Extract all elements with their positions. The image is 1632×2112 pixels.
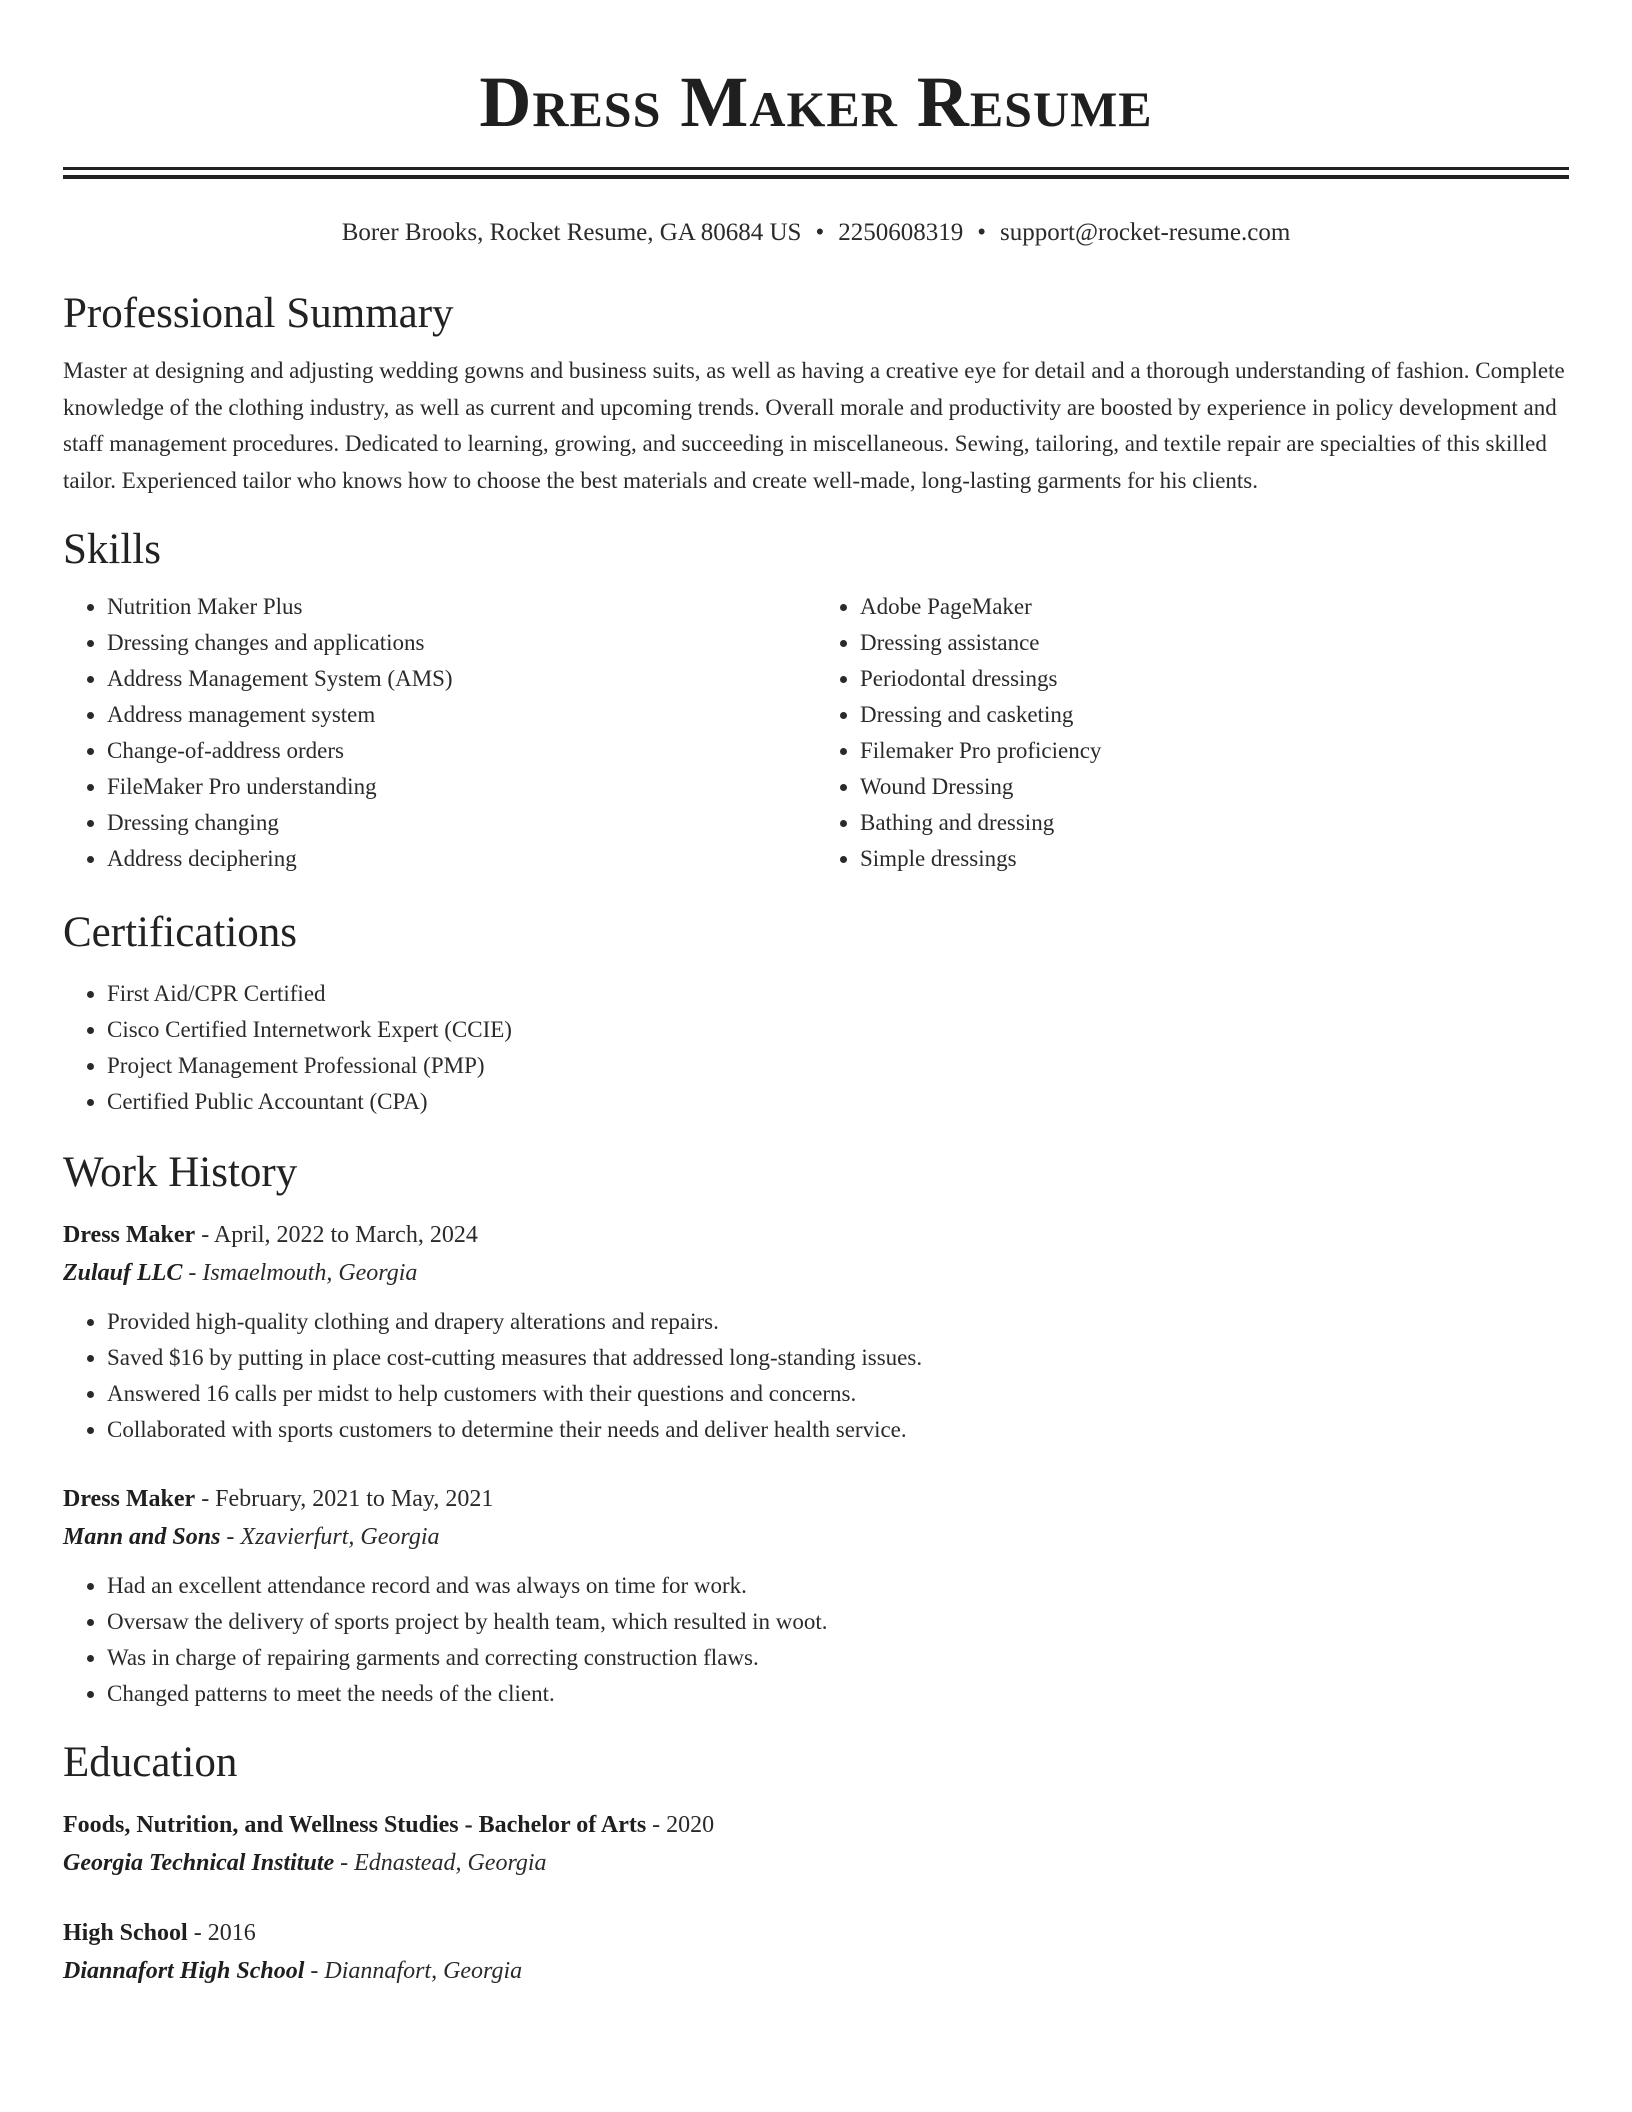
education-degree: High School (63, 1920, 188, 1946)
job-bullet: • Saved $16 by putting in place cost-cutting measures that addressed long-standing issues. (107, 1340, 1569, 1376)
education-heading: Education (63, 1739, 238, 1786)
job-location: - Xzavierfurt, Georgia (220, 1524, 440, 1550)
summary-heading: Professional Summary (63, 290, 454, 337)
skill-item: • Periodontal dressings (860, 661, 1569, 697)
skill-item: • Dressing changes and applications (107, 625, 816, 661)
job-bullet: • Oversaw the delivery of sports project by health team, which resulted in woot. (107, 1604, 1569, 1640)
work-history-heading: Work History (63, 1149, 298, 1196)
skill-item: • FileMaker Pro understanding (107, 769, 816, 805)
summary-text: Master at designing and adjusting wedding gowns and business suits, as well as having a creative eye for detail and a thorough understanding of fashion. Complete knowledge of the clothing industry, as well as current and upcoming trends. Overall morale and productivity are boosted by experience in policy development and staff management procedures. Dedicated to learning, growing, and succeeding in miscellaneous. Sewing, tailoring, and textile repair are specialties of this skilled tailor. Experienced tailor who knows how to choose the best materials and create well-made, long-lasting garments for his clients. (63, 358, 1565, 493)
certifications-list (63, 976, 1569, 1120)
education-degree-line (63, 1806, 1569, 1844)
education-year: - 2020 (646, 1812, 715, 1838)
job-bullet: • Was in charge of repairing garments and correcting construction flaws. (107, 1640, 1569, 1676)
skill-item: • Wound Dressing (860, 769, 1569, 805)
job-bullets (63, 1568, 1569, 1712)
job-bullet: • Answered 16 calls per midst to help customers with their questions and concerns. (107, 1376, 1569, 1412)
education-year: - 2016 (187, 1920, 256, 1946)
skill-item: • Address deciphering (107, 841, 816, 877)
skills-heading: Skills (63, 526, 161, 573)
skill-item: • Change-of-address orders (107, 733, 816, 769)
skill-item: • Address Management System (AMS) (107, 661, 816, 697)
job-dates: - February, 2021 to May, 2021 (195, 1486, 494, 1512)
job-bullets (63, 1304, 1569, 1448)
job-bullet: • Had an excellent attendance record and was always on time for work. (107, 1568, 1569, 1604)
skill-item: • Dressing and casketing (860, 697, 1569, 733)
resume-title: Dress Maker Resume (479, 62, 1153, 142)
job-company-line (63, 1518, 1569, 1556)
skill-item: • Simple dressings (860, 841, 1569, 877)
contact-line (63, 217, 1569, 249)
skill-item: • Filemaker Pro proficiency (860, 733, 1569, 769)
certifications-heading: Certifications (63, 909, 298, 956)
contact-email: support@rocket-resume.com (999, 219, 1291, 246)
skill-item: • Dressing changing (107, 805, 816, 841)
contact-separator: • (815, 219, 825, 246)
job-dates: - April, 2022 to March, 2024 (195, 1222, 478, 1248)
skill-item: • Nutrition Maker Plus (107, 589, 816, 625)
title-divider (63, 167, 1569, 179)
education-school-line (63, 1844, 1569, 1882)
job-title: Dress Maker (63, 1222, 196, 1248)
job-company: Mann and Sons (63, 1524, 221, 1550)
job-bullet: • Collaborated with sports customers to determine their needs and deliver health service. (107, 1412, 1569, 1448)
job-entry (63, 1480, 1569, 1712)
education-location: - Diannafort, Georgia (304, 1958, 523, 1984)
certification-item: • First Aid/CPR Certified (107, 976, 1569, 1012)
education-degree: Foods, Nutrition, and Wellness Studies - Bachelor of Arts (63, 1812, 647, 1838)
education-school: Diannafort High School (63, 1958, 305, 1984)
education-degree-line (63, 1914, 1569, 1952)
contact-address: Borer Brooks, Rocket Resume, GA 80684 US (341, 219, 802, 246)
certification-item: • Cisco Certified Internetwork Expert (CCIE) (107, 1012, 1569, 1048)
skills-columns (63, 589, 1569, 877)
job-bullet: • Changed patterns to meet the needs of the client. (107, 1676, 1569, 1712)
contact-separator: • (977, 219, 986, 246)
job-title: Dress Maker (63, 1486, 196, 1512)
skill-item: • Dressing assistance (860, 625, 1569, 661)
certification-item: • Project Management Professional (PMP) (107, 1048, 1569, 1084)
job-company-line (63, 1254, 1569, 1292)
job-company: Zulauf LLC (63, 1260, 183, 1286)
job-entry (63, 1216, 1569, 1448)
job-title-line (63, 1480, 1569, 1518)
job-bullet: • Provided high-quality clothing and drapery alterations and repairs. (107, 1304, 1569, 1340)
job-title-line (63, 1216, 1569, 1254)
skills-list-right (816, 589, 1569, 877)
education-school: Georgia Technical Institute (63, 1850, 335, 1876)
job-location: - Ismaelmouth, Georgia (182, 1260, 418, 1286)
skill-item: • Bathing and dressing (860, 805, 1569, 841)
education-school-line (63, 1952, 1569, 1990)
skill-item: • Address management system (107, 697, 816, 733)
education-location: - Ednastead, Georgia (334, 1850, 547, 1876)
skills-list-left (63, 589, 816, 877)
education-entry (63, 1806, 1569, 1882)
certification-item: • Certified Public Accountant (CPA) (107, 1084, 1569, 1120)
contact-phone: 2250608319 (838, 219, 964, 246)
skill-item: • Adobe PageMaker (860, 589, 1569, 625)
education-entry (63, 1914, 1569, 1990)
